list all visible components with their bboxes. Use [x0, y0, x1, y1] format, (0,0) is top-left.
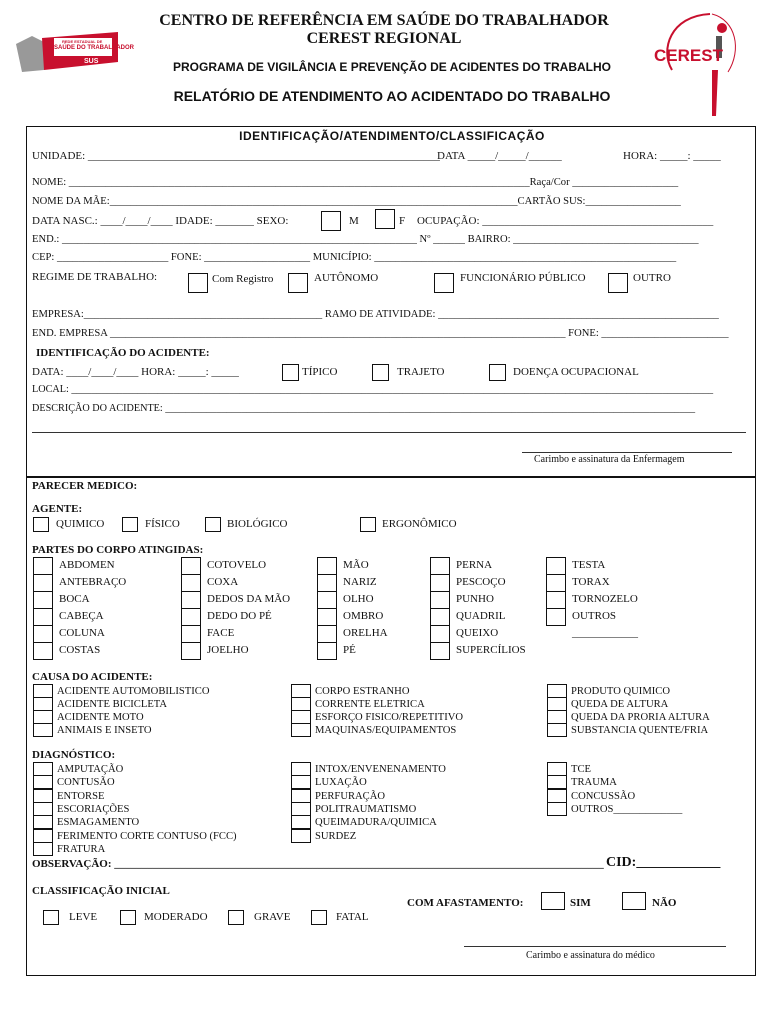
causa-acidente-checkbox[interactable] [33, 684, 53, 698]
parte-corpo-label: TORNOZELO [572, 593, 638, 605]
parte-corpo-checkbox[interactable] [317, 557, 337, 575]
agente-heading: AGENTE: [32, 503, 83, 515]
parte-corpo-label: PUNHO [456, 593, 494, 605]
causa-acidente-label: ACIDENTE MOTO [57, 712, 144, 723]
diagnostico-label: ESCORIAÇÕES [57, 803, 130, 815]
header-program: PROGRAMA DE VIGILÂNCIA E PREVENÇÃO DE ACIDENTES DO TRABALHO [172, 60, 612, 74]
diagnostico-label: SURDEZ [315, 830, 357, 842]
diagnostico-label: PERFURAÇÃO [315, 790, 386, 802]
sexo-f-checkbox[interactable] [375, 209, 395, 229]
diagnostico-checkbox[interactable] [547, 802, 567, 816]
class-grave-label: GRAVE [254, 911, 291, 923]
parte-corpo-label: QUEIXO [456, 627, 499, 639]
diagnostico-label: TCE [571, 764, 592, 775]
parte-corpo-checkbox[interactable] [181, 625, 201, 643]
parte-corpo-label: FACE [207, 627, 235, 639]
regime-label: REGIME DE TRABALHO: [32, 271, 158, 283]
parte-corpo-label: DEDO DO PÉ [207, 610, 272, 622]
parte-corpo-label: PERNA [456, 559, 493, 571]
cid-field[interactable]: CID:____________ [606, 855, 721, 870]
regime-outro-checkbox[interactable] [608, 273, 628, 293]
causa-acidente-label: SUBSTANCIA QUENTE/FRIA [571, 725, 709, 736]
diagnostico-label: ESMAGAMENTO [57, 817, 140, 829]
parte-corpo-checkbox[interactable] [430, 557, 450, 575]
diagnostico-heading: DIAGNÓSTICO: [32, 749, 116, 761]
trajeto-label: TRAJETO [397, 366, 445, 378]
left-logo-sus: SUS [84, 58, 99, 65]
regime-funcionario-checkbox[interactable] [434, 273, 454, 293]
cerest-logo-text: CEREST [654, 46, 723, 65]
end-empresa-field[interactable]: END. EMPRESA ______________________________________________________________________________________ FONE: ________________________ [32, 328, 729, 339]
regime-funcionario-label: FUNCIONÁRIO PÚBLICO [460, 272, 586, 284]
parte-corpo-label: JOELHO [207, 644, 249, 656]
agente-quimico-checkbox[interactable] [33, 517, 49, 532]
causa-acidente-label: CORRENTE ELETRICA [315, 699, 425, 710]
parte-corpo-label: OLHO [343, 593, 374, 605]
parte-corpo-label: COLUNA [59, 627, 105, 639]
afastamento-label: COM AFASTAMENTO: [407, 897, 524, 909]
assinatura-medico-line[interactable] [464, 946, 726, 947]
parte-corpo-label: OUTROS [572, 610, 617, 622]
diagnostico-checkbox[interactable] [291, 815, 311, 829]
diagnostico-label: FERIMENTO CORTE CONTUSO (FCC) [57, 830, 237, 842]
causa-acidente-label: QUEDA DA PRORIA ALTURA [571, 712, 710, 723]
causa-acidente-checkbox[interactable] [33, 723, 53, 737]
diagnostico-label: FRATURA [57, 843, 106, 855]
hora-field[interactable]: HORA: _____: _____ [623, 150, 721, 162]
afastamento-nao-label: NÃO [652, 897, 677, 909]
agente-biologico-label: BIOLÓGICO [227, 518, 288, 530]
cerest-logo [650, 10, 746, 118]
afastamento-sim-label: SIM [570, 897, 591, 909]
diagnostico-label: CONCUSSÃO [571, 790, 636, 802]
empresa-field[interactable]: EMPRESA:_____________________________________________ RAMO DE ATIVIDADE: _____________________________________________________ [32, 309, 719, 320]
causa-acidente-label: CORPO ESTRANHO [315, 686, 410, 697]
parte-corpo-checkbox[interactable] [317, 642, 337, 660]
parte-corpo-label: ANTEBRAÇO [59, 576, 127, 588]
parte-corpo-checkbox[interactable] [33, 608, 53, 626]
data-hora-acidente-field[interactable]: DATA: ____/____/____ HORA: _____: _____ [32, 366, 239, 378]
parte-corpo-label: SUPERCÍLIOS [456, 644, 526, 656]
causa-acidente-label: PRODUTO QUIMICO [571, 686, 670, 697]
section1-heading: IDENTIFICAÇÃO/ATENDIMENTO/CLASSIFICAÇÃO [239, 129, 545, 143]
diagnostico-label: AMPUTAÇÃO [57, 764, 124, 775]
diagnostico-label: LUXAÇÃO [315, 777, 367, 789]
parte-corpo-label: CABEÇA [59, 610, 104, 622]
tipico-label: TÍPICO [302, 366, 338, 378]
parte-corpo-label: QUADRIL [456, 610, 506, 622]
parte-corpo-label: NARIZ [343, 576, 377, 588]
causa-heading: CAUSA DO ACIDENTE: [32, 671, 153, 683]
regime-com-registro-checkbox[interactable] [188, 273, 208, 293]
parte-corpo-label: COXA [207, 576, 239, 588]
tipico-checkbox[interactable] [282, 364, 299, 381]
header-title2: CEREST REGIONAL [306, 30, 462, 47]
nome-mae-field[interactable]: NOME DA MÃE:_____________________________________________________________________________CARTÃO SUS:__________________ [32, 196, 681, 207]
left-logo-text1: REDE ESTADUAL DE [62, 39, 103, 44]
parte-corpo-label: BOCA [59, 593, 90, 605]
regime-autonomo-checkbox[interactable] [288, 273, 308, 293]
trajeto-checkbox[interactable] [372, 364, 389, 381]
unidade-field[interactable]: UNIDADE: ________________________________________________________________ [32, 150, 440, 162]
data-nasc-field[interactable]: DATA NASC.: ____/____/____ IDADE: _______ SEXO: [32, 215, 289, 227]
class-fatal-label: FATAL [336, 911, 369, 923]
diagnostico-checkbox[interactable] [33, 762, 53, 776]
class-leve-checkbox[interactable] [43, 910, 59, 925]
causa-acidente-checkbox[interactable] [291, 723, 311, 737]
sexo-f-label: F [399, 215, 406, 227]
parte-corpo-checkbox[interactable] [181, 574, 201, 592]
cep-field[interactable]: CEP: _____________________ FONE: ____________________ MUNICÍPIO: _________________________________________________________ [32, 252, 677, 263]
doenca-ocupacional-checkbox[interactable] [489, 364, 506, 381]
parte-corpo-checkbox[interactable] [430, 574, 450, 592]
parte-corpo-checkbox[interactable] [546, 591, 566, 609]
parte-corpo-checkbox[interactable] [317, 625, 337, 643]
data-field[interactable]: DATA _____/_____/______ [437, 150, 562, 162]
diagnostico-checkbox[interactable] [291, 789, 311, 803]
causa-acidente-checkbox[interactable] [291, 684, 311, 698]
afastamento-sim-checkbox[interactable] [541, 892, 565, 910]
sexo-m-label: M [349, 215, 359, 227]
local-field[interactable]: LOCAL: ______________________________________________________________________________________________________________________________ [32, 384, 714, 395]
causa-acidente-label: ACIDENTE BICICLETA [57, 699, 168, 710]
diagnostico-checkbox[interactable] [547, 762, 567, 776]
classificacao-heading: CLASSIFICAÇÃO INICIAL [32, 885, 170, 897]
class-leve-label: LEVE [69, 911, 98, 923]
parte-corpo-checkbox[interactable] [430, 591, 450, 609]
parte-corpo-checkbox[interactable] [181, 557, 201, 575]
parte-corpo-checkbox[interactable] [317, 608, 337, 626]
parte-corpo-checkbox[interactable] [430, 642, 450, 660]
causa-acidente-label: ACIDENTE AUTOMOBILISTICO [57, 686, 210, 697]
class-fatal-checkbox[interactable] [311, 910, 327, 925]
diagnostico-label: QUEIMADURA/QUIMICA [315, 817, 437, 829]
causa-acidente-label: ESFORÇO FISICO/REPETITIVO [315, 712, 464, 723]
diagnostico-checkbox[interactable] [33, 789, 53, 803]
header-title1: CENTRO DE REFERÊNCIA EM SAÚDE DO TRABALHADOR [159, 12, 609, 29]
causa-acidente-checkbox[interactable] [33, 710, 53, 724]
parte-corpo-checkbox[interactable] [546, 574, 566, 592]
regime-com-registro-label: Com Registro [212, 273, 274, 285]
agente-biologico-checkbox[interactable] [205, 517, 221, 532]
diagnostico-label: TRAUMA [571, 777, 617, 789]
parte-corpo-checkbox[interactable] [33, 574, 53, 592]
diagnostico-checkbox[interactable] [291, 829, 311, 843]
diagnostico-label: INTOX/ENVENENAMENTO [315, 764, 446, 775]
parte-corpo-label: ORELHA [343, 627, 388, 639]
parte-corpo-label: MÃO [343, 559, 369, 571]
agente-quimico-label: QUIMICO [56, 518, 105, 530]
left-logo-text2: SAÚDE DO TRABALHADOR [54, 45, 134, 51]
agente-fisico-label: FÍSICO [145, 518, 180, 530]
diagnostico-label: POLITRAUMATISMO [315, 803, 417, 815]
agente-fisico-checkbox[interactable] [122, 517, 138, 532]
diagnostico-checkbox[interactable] [291, 802, 311, 816]
diagnostico-label: ENTORSE [57, 790, 105, 802]
parte-corpo-label[interactable]: ____________ [572, 627, 638, 639]
parte-corpo-checkbox[interactable] [181, 591, 201, 609]
regime-autonomo-label: AUTÔNOMO [314, 272, 379, 284]
parte-corpo-checkbox[interactable] [33, 591, 53, 609]
parte-corpo-label: ABDOMEN [59, 559, 115, 571]
parte-corpo-checkbox[interactable] [317, 574, 337, 592]
parte-corpo-label: PÉ [343, 644, 356, 656]
diagnostico-checkbox[interactable] [33, 815, 53, 829]
diagnostico-label: OUTROS_____________ [571, 803, 683, 815]
diagnostico-checkbox[interactable] [33, 842, 53, 856]
regime-outro-label: OUTRO [633, 272, 671, 284]
ocupacao-field[interactable]: OCUPAÇÃO: __________________________________________ [417, 215, 714, 227]
causa-acidente-checkbox[interactable] [291, 697, 311, 711]
afastamento-nao-checkbox[interactable] [622, 892, 646, 910]
parte-corpo-checkbox[interactable] [546, 557, 566, 575]
parte-corpo-checkbox[interactable] [33, 557, 53, 575]
descricao-field[interactable]: DESCRIÇÃO DO ACIDENTE: ________________________________________________________________________________________________________ [32, 403, 696, 414]
carimbo-medico-label: Carimbo e assinatura do médico [526, 950, 655, 961]
diagnostico-checkbox[interactable] [291, 762, 311, 776]
descricao-line-2[interactable] [32, 432, 746, 433]
carimbo-enfermagem-label: Carimbo e assinatura da Enfermagem [534, 454, 685, 465]
parte-corpo-checkbox[interactable] [181, 642, 201, 660]
parte-corpo-checkbox[interactable] [430, 608, 450, 626]
parte-corpo-label: COTOVELO [207, 559, 267, 571]
diagnostico-checkbox[interactable] [547, 775, 567, 789]
doenca-ocupacional-label: DOENÇA OCUPACIONAL [513, 366, 639, 378]
diagnostico-checkbox[interactable] [33, 829, 53, 843]
sexo-m-checkbox[interactable] [321, 211, 341, 231]
causa-acidente-checkbox[interactable] [33, 697, 53, 711]
causa-acidente-checkbox[interactable] [547, 710, 567, 724]
parte-corpo-checkbox[interactable] [181, 608, 201, 626]
causa-acidente-checkbox[interactable] [547, 697, 567, 711]
diagnostico-label: CONTUSÃO [57, 777, 115, 789]
class-moderado-checkbox[interactable] [120, 910, 136, 925]
parte-corpo-label: TORAX [572, 576, 610, 588]
parte-corpo-label: TESTA [572, 559, 606, 571]
parte-corpo-label: COSTAS [59, 644, 101, 656]
diagnostico-checkbox[interactable] [291, 775, 311, 789]
parte-corpo-label: PESCOÇO [456, 576, 506, 588]
endereco-field[interactable]: END.: ___________________________________________________________________ Nº ______ BAIRRO: ___________________________________ [32, 234, 699, 245]
parte-corpo-checkbox[interactable] [33, 625, 53, 643]
nome-field[interactable]: NOME: _______________________________________________________________________________________Raça/Cor ____________________ [32, 177, 679, 188]
parecer-heading: PARECER MEDICO: [32, 480, 138, 492]
causa-acidente-checkbox[interactable] [291, 710, 311, 724]
observacao-field[interactable]: OBSERVAÇÃO: _________________________________________________________________________________________ [32, 858, 604, 870]
parte-corpo-checkbox[interactable] [430, 625, 450, 643]
assinatura-enfermagem-line[interactable] [522, 452, 732, 453]
causa-acidente-label: MAQUINAS/EQUIPAMENTOS [315, 725, 457, 736]
header-report: RELATÓRIO DE ATENDIMENTO AO ACIDENTADO DO TRABALHO [173, 88, 611, 104]
ident-acidente-heading: IDENTIFICAÇÃO DO ACIDENTE: [36, 347, 210, 359]
parte-corpo-checkbox[interactable] [33, 642, 53, 660]
partes-heading: PARTES DO CORPO ATINGIDAS: [32, 544, 204, 556]
agente-ergonomico-checkbox[interactable] [360, 517, 376, 532]
agente-ergonomico-label: ERGONÔMICO [382, 518, 457, 530]
class-grave-checkbox[interactable] [228, 910, 244, 925]
causa-acidente-checkbox[interactable] [547, 723, 567, 737]
causa-acidente-label: ANIMAIS E INSETO [57, 725, 152, 736]
diagnostico-checkbox[interactable] [547, 789, 567, 803]
parte-corpo-checkbox[interactable] [546, 608, 566, 626]
diagnostico-checkbox[interactable] [33, 775, 53, 789]
parte-corpo-label: DEDOS DA MÃO [207, 593, 291, 605]
diagnostico-checkbox[interactable] [33, 802, 53, 816]
causa-acidente-checkbox[interactable] [547, 684, 567, 698]
causa-acidente-label: QUEDA DE ALTURA [571, 699, 669, 710]
class-moderado-label: MODERADO [144, 911, 208, 923]
parte-corpo-label: OMBRO [343, 610, 384, 622]
parte-corpo-checkbox[interactable] [317, 591, 337, 609]
